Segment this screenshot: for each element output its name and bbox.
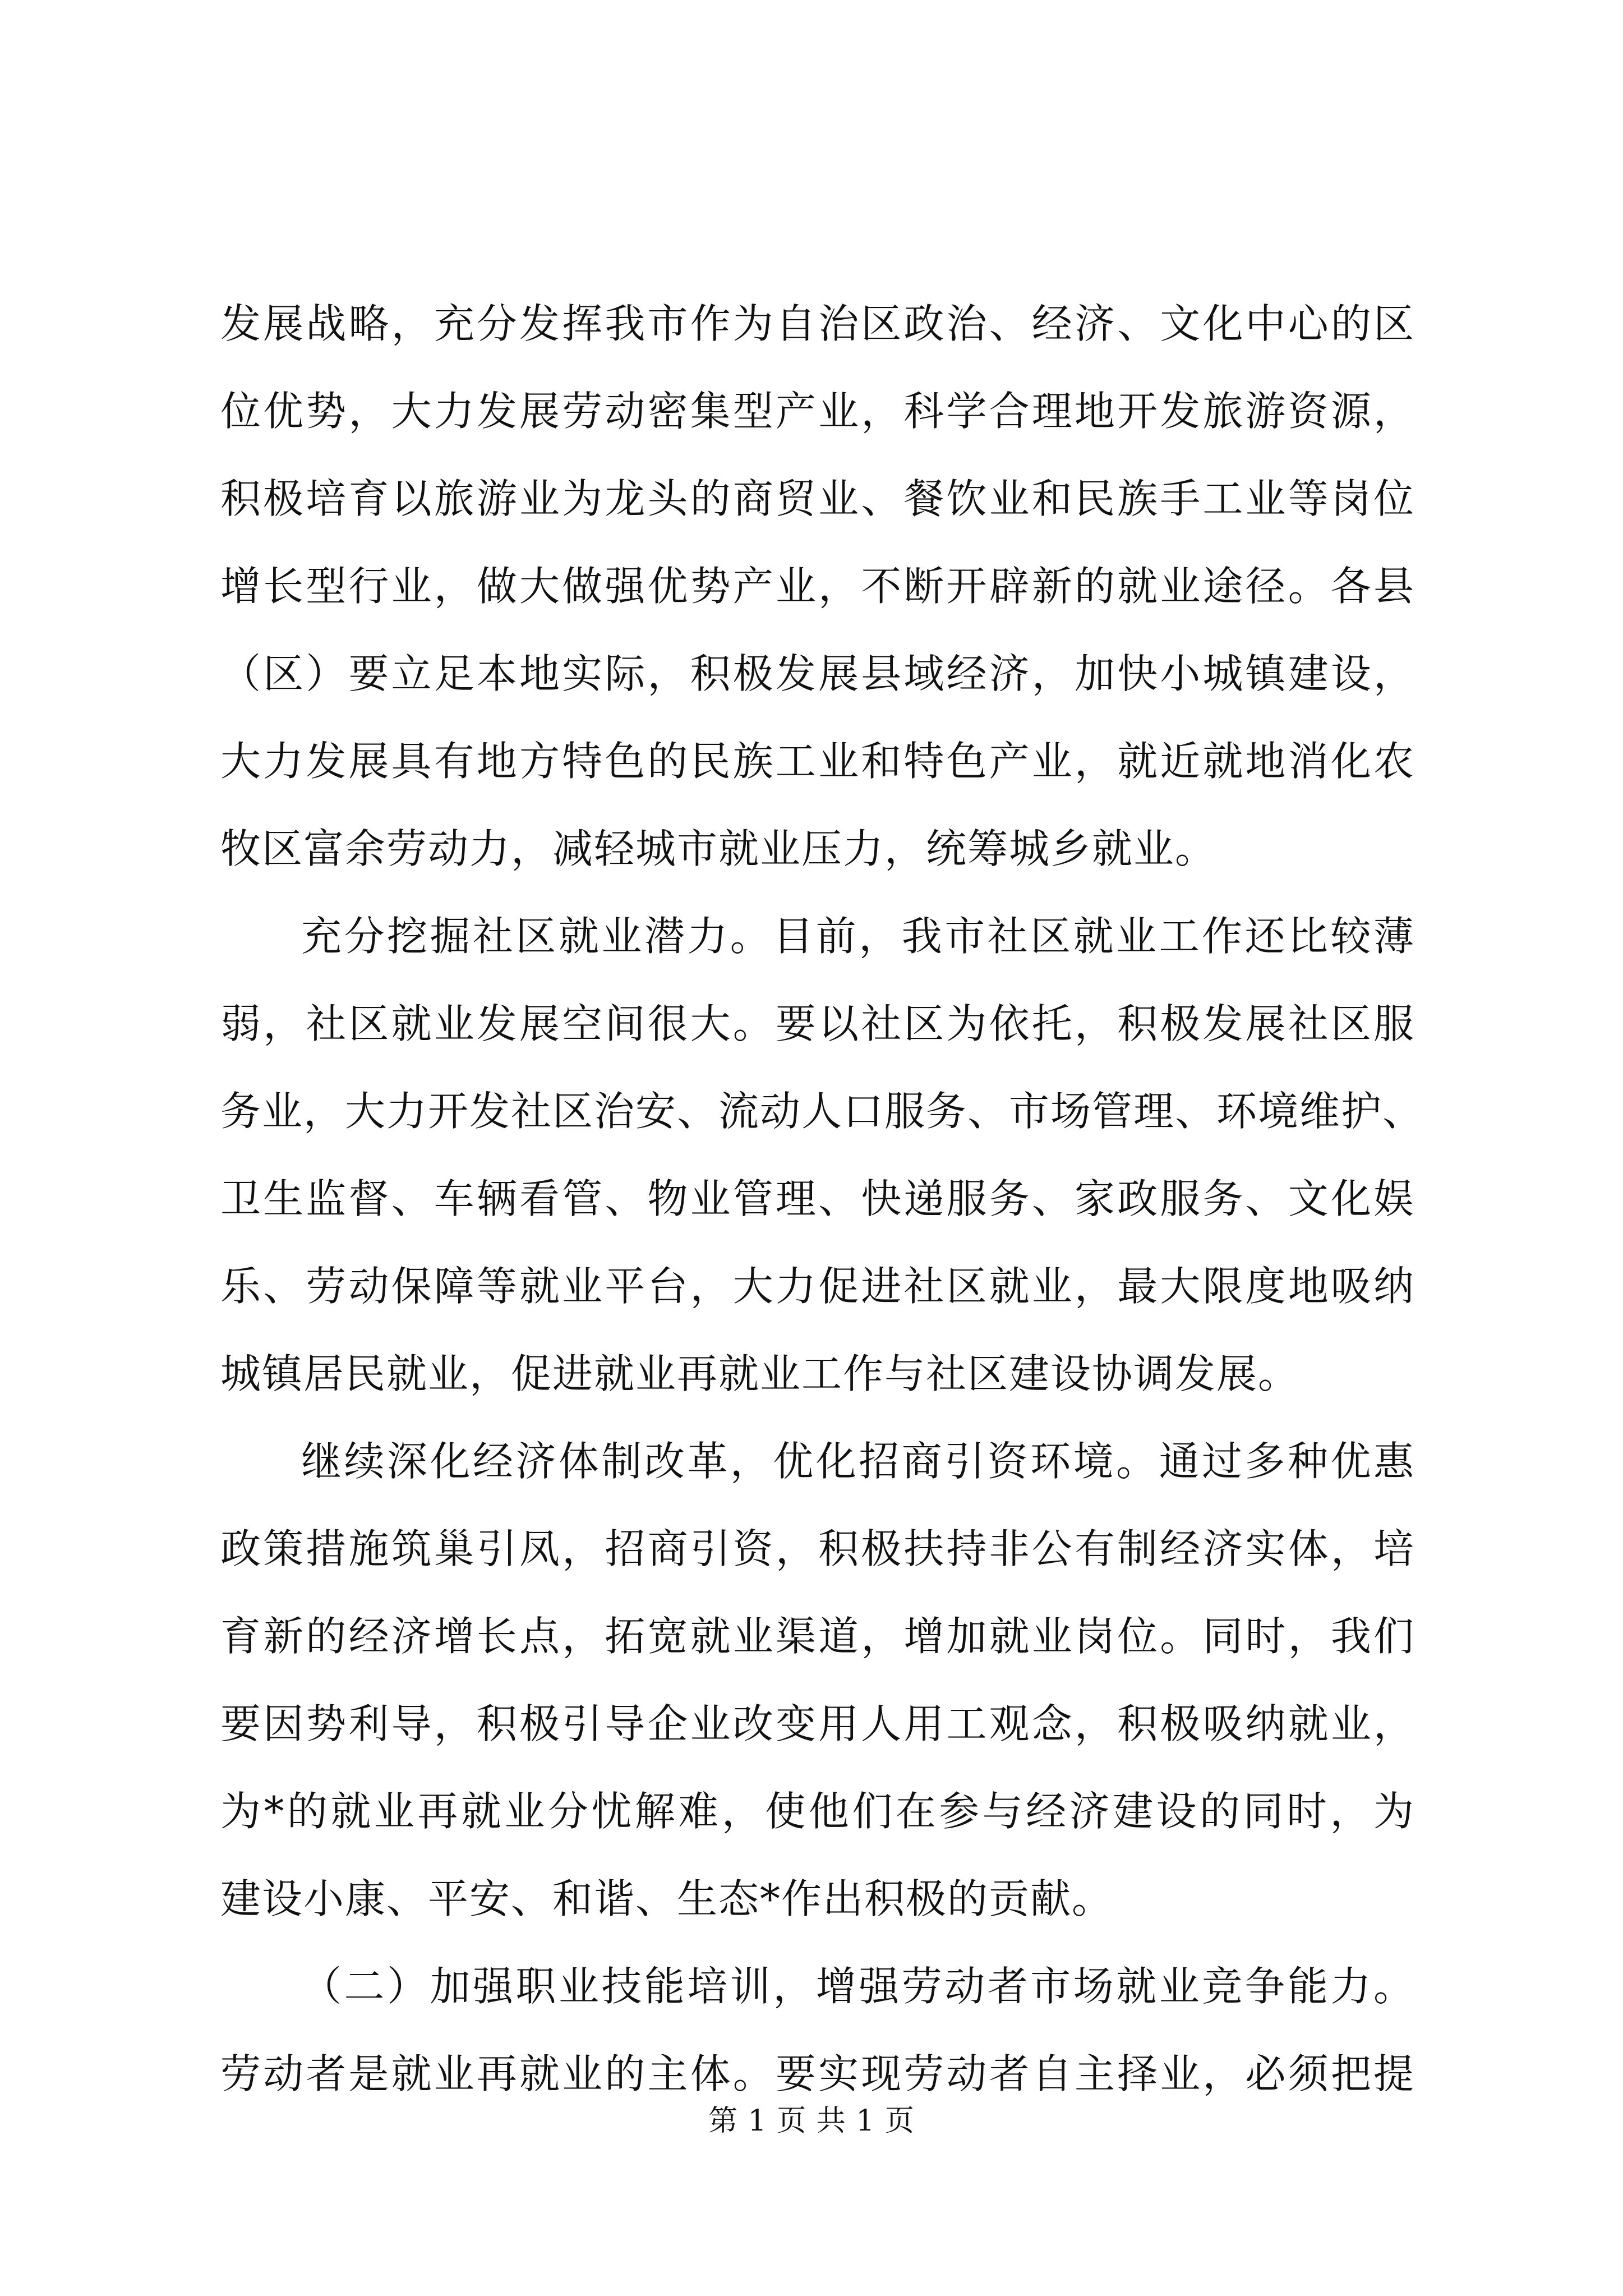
- document-body: [220, 295, 1424, 2132]
- text-line: 继续深化经济体制改革，优化招商引资环境。通过多种优惠: [301, 1438, 1415, 1485]
- text-line: 弱，社区就业发展空间很大。要以社区为依托，积极发展社区服: [220, 1000, 1415, 1047]
- text-line: 位优势，大力发展劳动密集型产业，科学合理地开发旅游资源，: [220, 388, 1415, 435]
- text-line: 发展战略，充分发挥我市作为自治区政治、经济、文化中心的区: [220, 300, 1415, 347]
- paragraph: [220, 907, 1424, 1432]
- text-line: 为*的就业再就业分忧解难，使他们在参与经济建设的同时，为: [220, 1788, 1415, 1835]
- text-line: 牧区富余劳动力，减轻城市就业压力，统筹城乡就业。: [220, 825, 1217, 872]
- paragraph: [220, 1432, 1415, 1957]
- text-line: 增长型行业，做大做强优势产业，不断开辟新的就业途径。各县: [220, 563, 1415, 610]
- text-line: 大力发展具有地方特色的民族工业和特色产业，就近就地消化农: [220, 738, 1415, 785]
- text-line: 建设小康、平安、和谐、生态*作出积极的贡献。: [220, 1875, 1114, 1922]
- paragraph: [220, 295, 1415, 907]
- text-line: 育新的经济增长点，拓宽就业渠道，增加就业岗位。同时，我们: [220, 1613, 1415, 1660]
- page-footer: 第 1 页 共 1 页: [708, 2104, 915, 2138]
- text-line: 务业，大力开发社区治安、流动人口服务、市场管理、环境维护、: [220, 1088, 1424, 1135]
- text-line: 政策措施筑巢引凤，招商引资，积极扶持非公有制经济实体，培: [220, 1525, 1415, 1572]
- text-line: 充分挖掘社区就业潜力。目前，我市社区就业工作还比较薄: [301, 913, 1415, 960]
- text-line: 城镇居民就业，促进就业再就业工作与社区建设协调发展。: [220, 1350, 1300, 1397]
- text-line: 卫生监督、车辆看管、物业管理、快递服务、家政服务、文化娱: [220, 1175, 1415, 1222]
- text-line: （区）要立足本地实际，积极发展县域经济，加快小城镇建设，: [220, 650, 1415, 697]
- text-line: 劳动者是就业再就业的主体。要实现劳动者自主择业，必须把提: [220, 2050, 1415, 2097]
- text-line: （二）加强职业技能培训，增强劳动者市场就业竞争能力。: [301, 1963, 1415, 2010]
- text-line: 要因势利导，积极引导企业改变用人用工观念，积极吸纳就业，: [220, 1700, 1415, 1747]
- text-line: 积极培育以旅游业为龙头的商贸业、餐饮业和民族手工业等岗位: [220, 475, 1415, 522]
- text-line: 乐、劳动保障等就业平台，大力促进社区就业，最大限度地吸纳: [220, 1263, 1415, 1310]
